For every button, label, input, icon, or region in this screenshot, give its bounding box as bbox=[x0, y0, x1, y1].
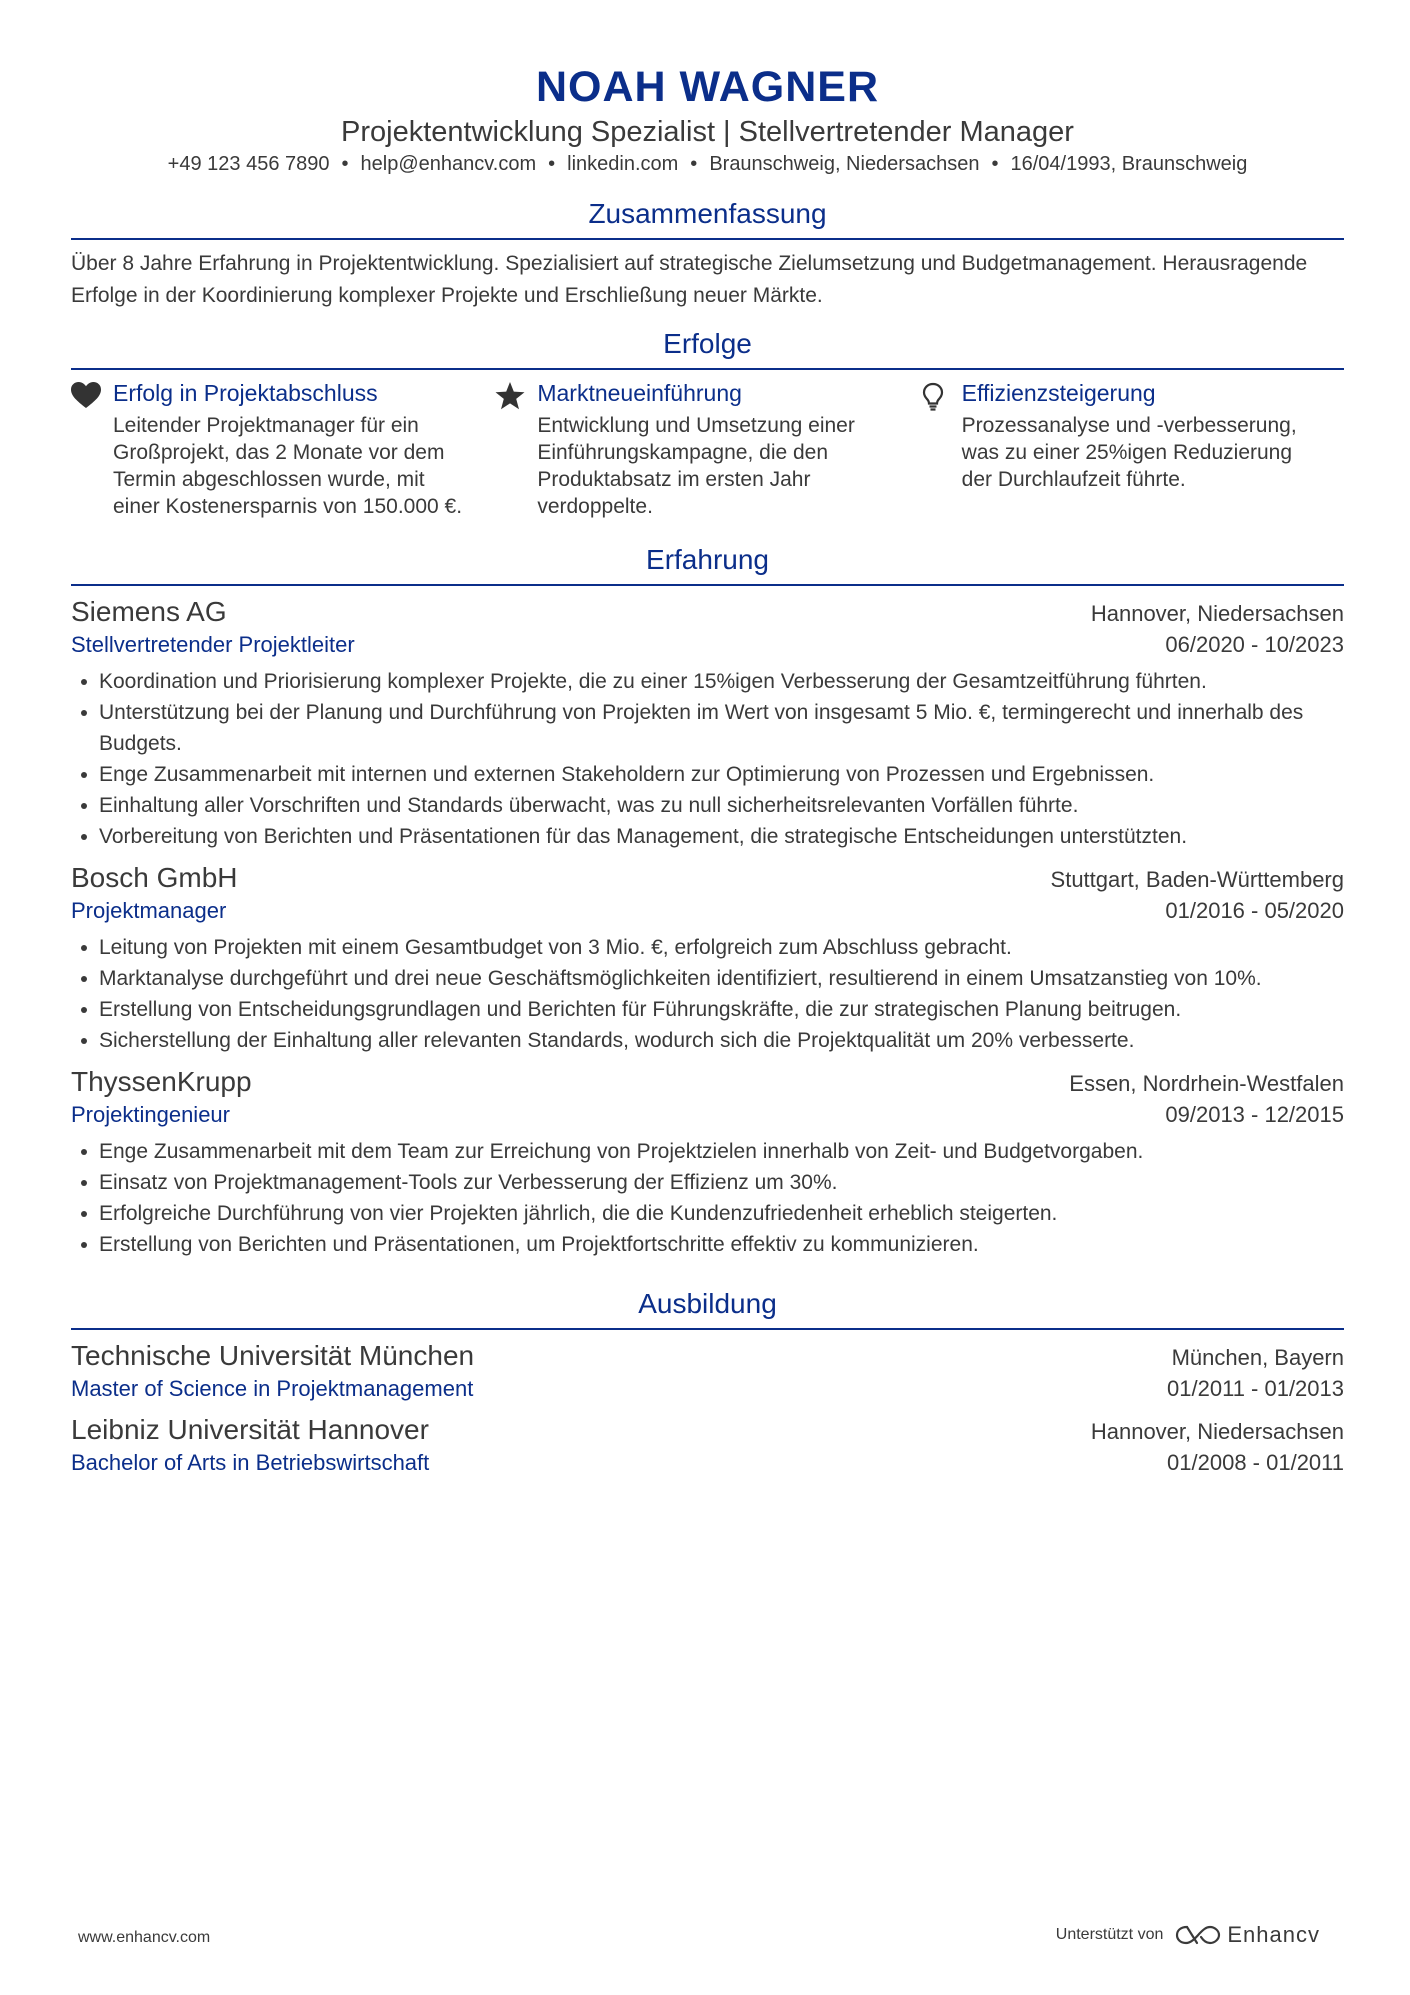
job-bullet: Erstellung von Entscheidungsgrundlagen und Berichten für Führungskräfte, die zur strategischen Planung beitrugen. bbox=[71, 994, 1344, 1025]
experience-entry bbox=[71, 1064, 1344, 1260]
degree: Bachelor of Arts in Betriebswirtschaft bbox=[71, 1450, 430, 1475]
achievements-title: Erfolge bbox=[663, 328, 752, 359]
education-dates: 01/2008 - 01/2011 bbox=[1167, 1450, 1344, 1475]
experience-entry bbox=[71, 594, 1344, 852]
job-location: Hannover, Niedersachsen bbox=[1090, 601, 1344, 626]
footer-website[interactable]: www.enhancv.com bbox=[78, 1929, 211, 1946]
brand-name[interactable]: Enhancv bbox=[1227, 1922, 1320, 1947]
job-role: Projektingenieur bbox=[71, 1102, 230, 1127]
school-name: Technische Universität München bbox=[71, 1340, 475, 1371]
school-location: Hannover, Niedersachsen bbox=[1090, 1419, 1344, 1444]
job-role: Stellvertretender Projektleiter bbox=[71, 632, 355, 657]
job-bullet: Einsatz von Projektmanagement-Tools zur Verbesserung der Effizienz um 30%. bbox=[71, 1167, 1344, 1198]
job-bullet: Leitung von Projekten mit einem Gesamtbudget von 3 Mio. €, erfolgreich zum Abschluss gebracht. bbox=[71, 932, 1344, 963]
contact-location: Braunschweig, Niedersachsen bbox=[709, 153, 980, 175]
job-bullet: Marktanalyse durchgeführt und drei neue Geschäftsmöglichkeiten identifiziert, resultierend in einem Umsatzanstieg von 10%. bbox=[71, 963, 1344, 994]
job-bullets bbox=[71, 932, 1344, 1056]
company-name: Bosch GmbH bbox=[71, 862, 238, 893]
job-dates: 06/2020 - 10/2023 bbox=[1165, 632, 1344, 657]
job-bullet: Koordination und Priorisierung komplexer Projekte, die zu einer 15%igen Verbesserung der Gesamtzeitführung führten. bbox=[71, 666, 1344, 697]
contact-linkedin[interactable]: linkedin.com bbox=[567, 153, 679, 175]
achievement-item bbox=[71, 378, 495, 520]
candidate-subtitle: Projektentwicklung Spezialist | Stellvertretender Manager bbox=[341, 116, 1074, 148]
school-name: Leibniz Universität Hannover bbox=[71, 1414, 429, 1445]
contact-separator: • bbox=[548, 153, 556, 175]
achievement-title: Erfolg in Projektabschluss bbox=[113, 380, 378, 406]
achievements-section bbox=[71, 326, 1344, 520]
job-bullets bbox=[71, 1136, 1344, 1260]
job-bullet: Einhaltung aller Vorschriften und Standards überwacht, was zu null sicherheitsrelevanten Vorfällen führte. bbox=[71, 790, 1344, 821]
education-dates: 01/2011 - 01/2013 bbox=[1167, 1376, 1344, 1401]
degree: Master of Science in Projektmanagement bbox=[71, 1376, 474, 1401]
footer-branding bbox=[1056, 1922, 1320, 1948]
achievement-item bbox=[495, 378, 919, 520]
contact-separator: • bbox=[341, 153, 349, 175]
summary-section bbox=[71, 196, 1344, 312]
achievement-title: Effizienzsteigerung bbox=[961, 380, 1156, 406]
achievement-title: Marktneueinführung bbox=[537, 380, 742, 406]
summary-title: Zusammenfassung bbox=[588, 198, 827, 229]
school-location: München, Bayern bbox=[1171, 1345, 1344, 1370]
job-location: Stuttgart, Baden-Württemberg bbox=[1050, 867, 1344, 892]
job-bullet: Unterstützung bei der Planung und Durchführung von Projekten im Wert von insgesamt 5 Mio. €, termingerecht und innerhalb des Budgets. bbox=[71, 697, 1344, 759]
education-entry bbox=[71, 1338, 1344, 1404]
achievement-description: Entwicklung und Umsetzung einer Einführungskampagne, die den Produktabsatz im ersten Jahr verdoppelte. bbox=[537, 414, 855, 518]
job-bullets bbox=[71, 666, 1344, 852]
lightbulb-icon bbox=[920, 378, 962, 520]
achievement-description: Prozessanalyse und -verbesserung, was zu einer 25%igen Reduzierung der Durchlaufzeit führte. bbox=[961, 414, 1297, 491]
job-bullet: Enge Zusammenarbeit mit dem Team zur Erreichung von Projektzielen innerhalb von Zeit- und Budgetvorgaben. bbox=[71, 1136, 1344, 1167]
contact-line bbox=[71, 150, 1344, 178]
job-bullet: Enge Zusammenarbeit mit internen und externen Stakeholdern zur Optimierung von Prozessen und Ergebnissen. bbox=[71, 759, 1344, 790]
experience-section bbox=[71, 542, 1344, 1260]
job-bullet: Erstellung von Berichten und Präsentationen, um Projektfortschritte effektiv zu kommunizieren. bbox=[71, 1229, 1344, 1260]
job-location: Essen, Nordrhein-Westfalen bbox=[1069, 1071, 1344, 1096]
heart-icon bbox=[71, 378, 113, 520]
job-bullet: Vorbereitung von Berichten und Präsentationen für das Management, die strategische Entscheidungen unterstützten. bbox=[71, 821, 1344, 852]
candidate-name: NOAH WAGNER bbox=[535, 63, 880, 111]
education-entry bbox=[71, 1412, 1344, 1478]
job-bullet: Sicherstellung der Einhaltung aller relevanten Standards, wodurch sich die Projektqualität um 20% verbesserte. bbox=[71, 1025, 1344, 1056]
job-role: Projektmanager bbox=[71, 898, 227, 923]
job-dates: 09/2013 - 12/2015 bbox=[1165, 1102, 1344, 1127]
job-bullet: Erfolgreiche Durchführung von vier Projekten jährlich, die die Kundenzufriedenheit erheblich steigerten. bbox=[71, 1198, 1344, 1229]
contact-email[interactable]: help@enhancv.com bbox=[360, 153, 537, 175]
section-divider bbox=[71, 584, 1344, 586]
education-title: Ausbildung bbox=[638, 1288, 777, 1319]
achievement-item bbox=[920, 378, 1344, 520]
resume-content bbox=[71, 60, 1344, 1478]
education-section bbox=[71, 1286, 1344, 1478]
section-divider bbox=[71, 368, 1344, 370]
star-icon bbox=[495, 378, 537, 520]
company-name: ThyssenKrupp bbox=[71, 1066, 252, 1097]
job-dates: 01/2016 - 05/2020 bbox=[1165, 898, 1344, 923]
experience-entry bbox=[71, 860, 1344, 1056]
section-divider bbox=[71, 238, 1344, 240]
contact-birth: 16/04/1993, Braunschweig bbox=[1010, 153, 1248, 175]
powered-by-label: Unterstützt von bbox=[1055, 1926, 1164, 1943]
summary-text: Über 8 Jahre Erfahrung in Projektentwicklung. Spezialisiert auf strategische Zielumsetzung und Budgetmanagement. Herausragende Erfolge in der Koordinierung komplexer Projekte und Erschließung neuer Märkte. bbox=[71, 252, 1308, 307]
contact-separator: • bbox=[690, 153, 698, 175]
achievements-list bbox=[71, 378, 1344, 520]
enhancv-logo-icon bbox=[1175, 1923, 1221, 1947]
achievement-description: Leitender Projektmanager für ein Großprojekt, das 2 Monate vor dem Termin abgeschlossen wurde, mit einer Kostenersparnis von 150.000 €. bbox=[113, 414, 463, 518]
company-name: Siemens AG bbox=[71, 596, 227, 627]
contact-phone[interactable]: +49 123 456 7890 bbox=[167, 153, 330, 175]
experience-title: Erfahrung bbox=[646, 544, 769, 575]
contact-separator: • bbox=[991, 153, 999, 175]
section-divider bbox=[71, 1328, 1344, 1330]
